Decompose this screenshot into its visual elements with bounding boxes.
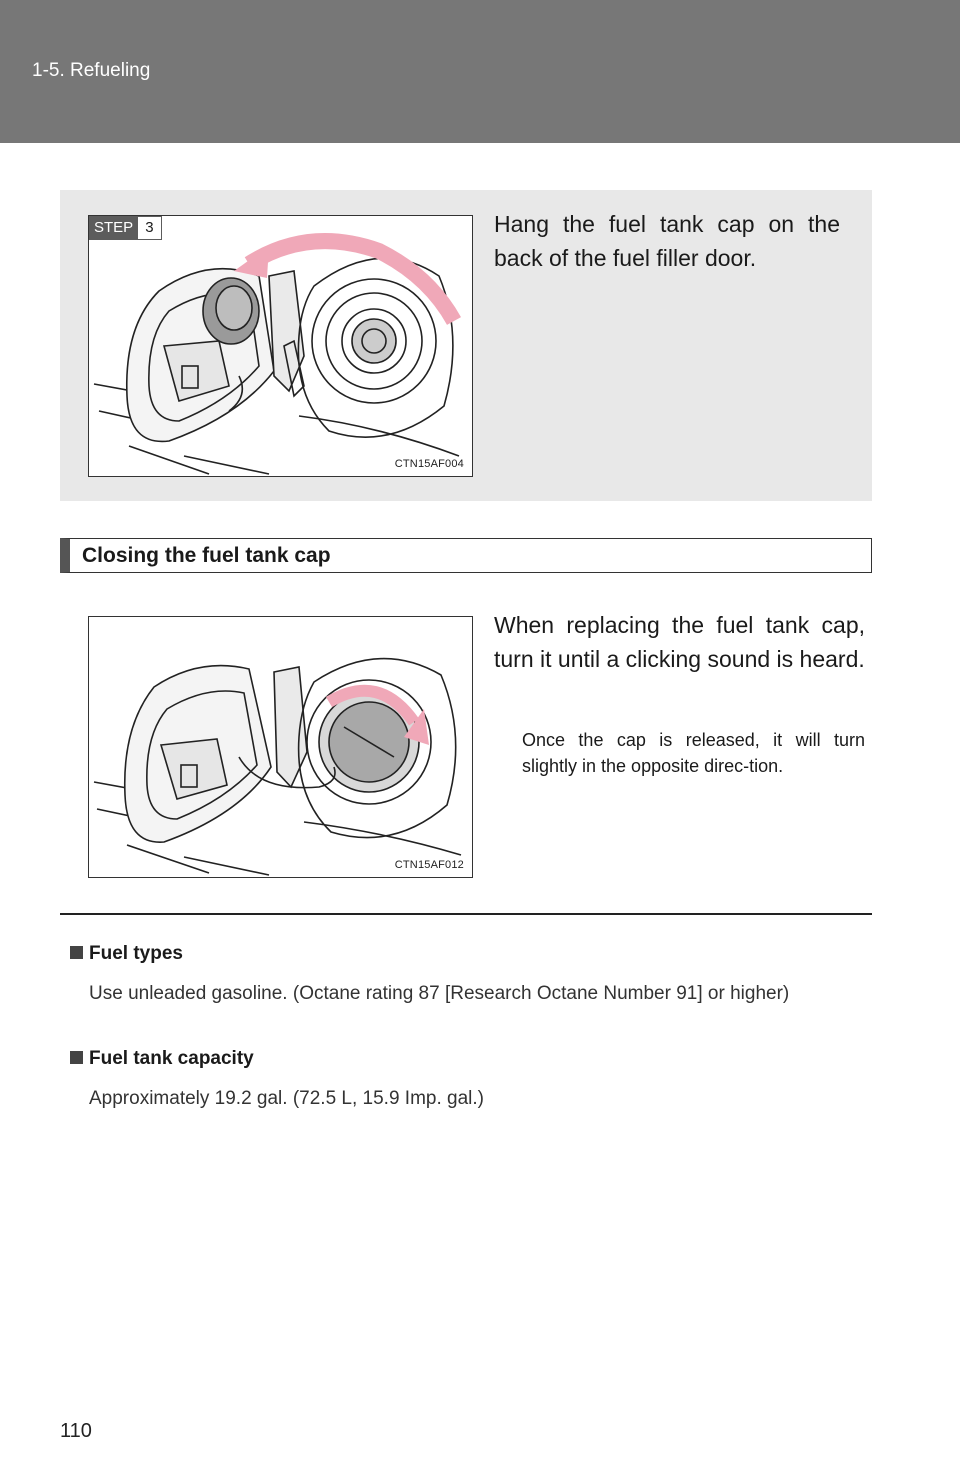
info-body-fuel-types: Use unleaded gasoline. (Octane rating 87 [Research Octane Number 91] or higher) [89, 983, 790, 1004]
info-heading-text: Fuel tank capacity [89, 1048, 254, 1069]
step-badge [89, 216, 162, 240]
step-instruction: Hang the fuel tank cap on the back of the fuel filler door. [494, 211, 840, 271]
step-badge-word: STEP [89, 216, 138, 240]
info-heading-fuel-types [70, 943, 183, 965]
section-divider [60, 913, 872, 915]
closing-instruction: When replacing the fuel tank cap, turn it until a clicking sound is heard. [494, 612, 865, 672]
square-bullet-icon [70, 946, 83, 959]
closing-note: Once the cap is released, it will turn slightly in the opposite direc-tion. [522, 730, 865, 776]
step-badge-number: 3 [138, 216, 161, 240]
square-bullet-icon [70, 1051, 83, 1064]
page-header [0, 0, 960, 143]
fuel-door-cap-hanging-illustration [89, 216, 473, 477]
info-heading-fuel-tank-capacity [70, 1048, 254, 1070]
figure-code: CTN15AF004 [394, 458, 464, 470]
fuel-cap-turning-illustration [89, 617, 473, 878]
section-title: 1-5. Refueling [32, 60, 151, 81]
fuel-cap-closing-figure [88, 616, 473, 878]
figure-code: CTN15AF012 [394, 859, 464, 871]
info-heading-text: Fuel types [89, 943, 183, 964]
info-body-fuel-tank-capacity: Approximately 19.2 gal. (72.5 L, 15.9 Imp. gal.) [89, 1088, 484, 1109]
closing-section-heading: Closing the fuel tank cap [60, 538, 872, 573]
page-number: 110 [60, 1420, 92, 1442]
fuel-door-open-figure [88, 215, 473, 477]
